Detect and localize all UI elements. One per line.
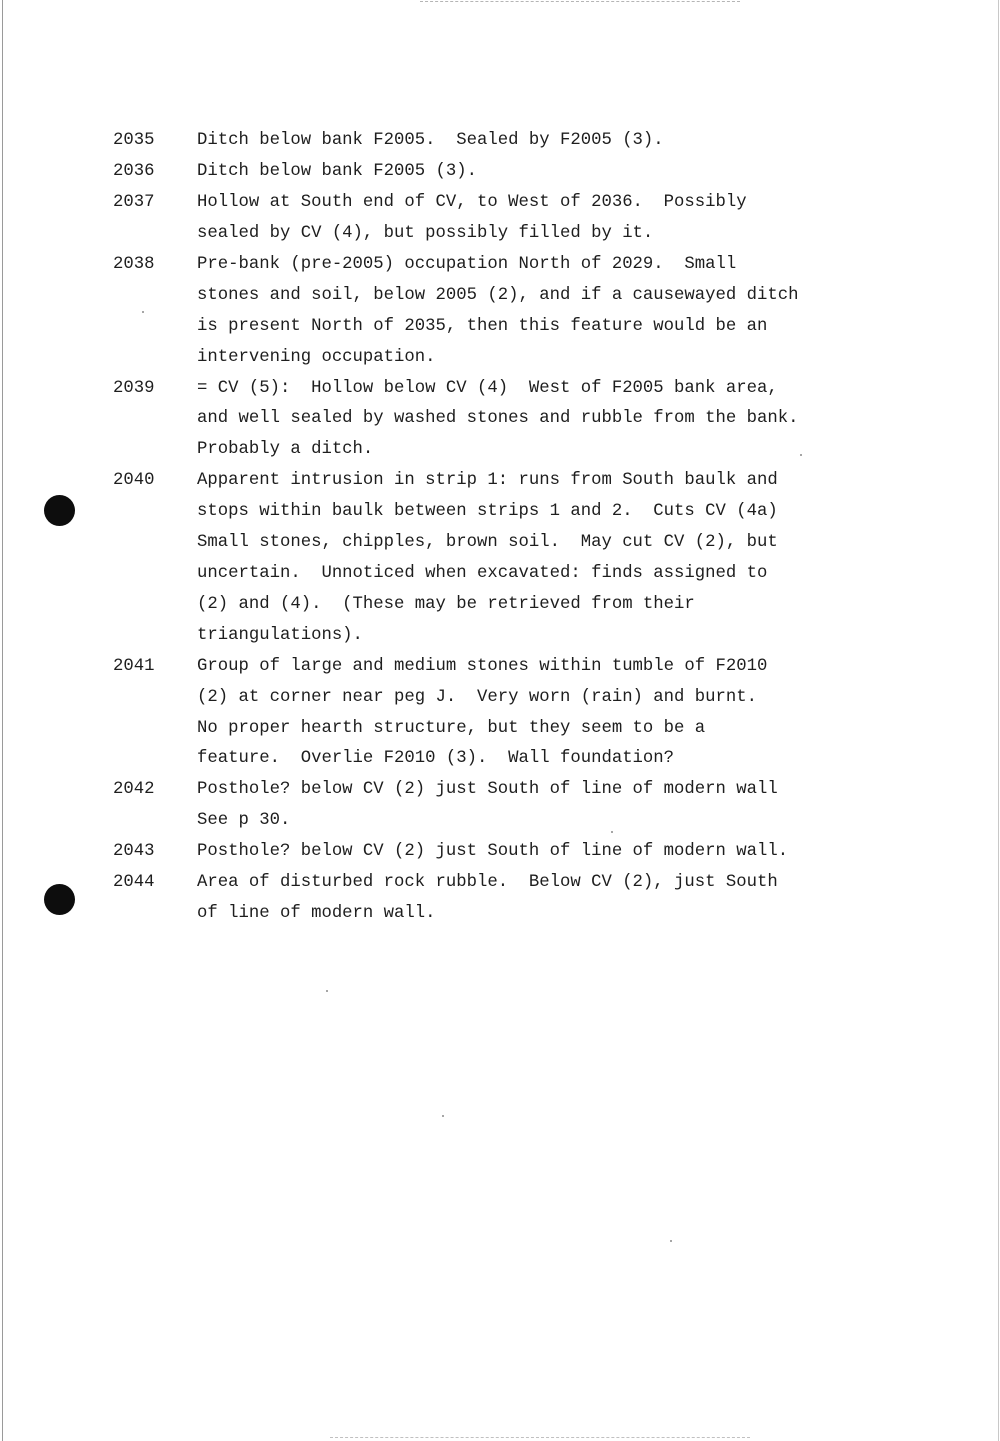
description-line: Small stones, chipples, brown soil. May cut CV (2), but	[197, 533, 778, 553]
description-line: No proper hearth structure, but they seem to be a	[197, 718, 706, 738]
feature-description	[197, 126, 913, 157]
description-line: stops within baulk between strips 1 and 2. Cuts CV (4a)	[197, 502, 778, 522]
feature-entry	[113, 652, 913, 776]
feature-description	[197, 374, 913, 467]
description-line: Posthole? below CV (2) just South of line of modern wall.	[197, 842, 789, 862]
feature-number: 2039	[113, 378, 155, 398]
feature-entry-list	[113, 126, 913, 930]
feature-number: 2042	[113, 780, 155, 800]
description-line: Group of large and medium stones within tumble of F2010	[197, 656, 768, 676]
description-line: (2) at corner near peg J. Very worn (rain) and burnt.	[197, 687, 758, 707]
page-left-edge	[2, 0, 3, 1441]
feature-description	[197, 466, 913, 651]
feature-entry	[113, 466, 913, 651]
feature-entry	[113, 837, 913, 868]
feature-entry	[113, 868, 913, 930]
description-line: Ditch below bank F2005. Sealed by F2005 (3).	[197, 131, 664, 150]
feature-number: 2040	[113, 471, 155, 491]
feature-description	[197, 652, 913, 776]
description-line: of line of modern wall.	[197, 904, 436, 924]
feature-description	[197, 250, 913, 374]
description-line: Hollow at South end of CV, to West of 2036. Possibly	[197, 193, 747, 212]
feature-number: 2043	[113, 842, 155, 862]
description-line: and well sealed by washed stones and rubble from the bank.	[197, 409, 799, 429]
description-line: Probably a ditch.	[197, 440, 374, 460]
feature-entry	[113, 250, 913, 374]
description-line: = CV (5): Hollow below CV (4) West of F2005 bank area,	[197, 378, 778, 398]
feature-description	[197, 868, 913, 930]
description-line: sealed by CV (4), but possibly filled by it.	[197, 223, 654, 243]
feature-number: 2036	[113, 162, 155, 181]
scan-speck	[326, 990, 328, 992]
feature-number: 2038	[113, 254, 155, 274]
description-line: (2) and (4). (These may be retrieved from their	[197, 594, 695, 614]
description-line: stones and soil, below 2005 (2), and if a causewayed ditch	[197, 285, 799, 305]
description-line: See p 30.	[197, 811, 291, 831]
description-line: uncertain. Unnoticed when excavated: finds assigned to	[197, 563, 768, 583]
feature-entry	[113, 126, 913, 157]
feature-description	[197, 188, 913, 250]
feature-entry	[113, 775, 913, 837]
page-top-edge	[420, 1, 740, 3]
feature-entry	[113, 188, 913, 250]
punch-hole	[44, 495, 75, 526]
feature-description	[197, 157, 913, 188]
description-line: Ditch below bank F2005 (3).	[197, 162, 478, 181]
feature-number: 2044	[113, 873, 155, 893]
scan-speck	[670, 1240, 672, 1242]
scan-speck	[442, 1115, 444, 1117]
description-line: Apparent intrusion in strip 1: runs from South baulk and	[197, 471, 778, 491]
page-bottom-edge	[330, 1437, 750, 1439]
page-right-edge	[998, 0, 999, 1441]
description-line: triangulations).	[197, 625, 363, 645]
description-line: Area of disturbed rock rubble. Below CV (2), just South	[197, 873, 778, 893]
description-line: Posthole? below CV (2) just South of line of modern wall	[197, 780, 778, 800]
description-line: Pre-bank (pre-2005) occupation North of 2029. Small	[197, 254, 737, 274]
feature-number: 2041	[113, 656, 155, 676]
punch-hole	[44, 884, 75, 915]
description-line: feature. Overlie F2010 (3). Wall foundation?	[197, 749, 675, 769]
feature-number: 2035	[113, 131, 155, 150]
feature-number: 2037	[113, 193, 155, 212]
description-line: intervening occupation.	[197, 347, 436, 367]
feature-entry	[113, 157, 913, 188]
feature-entry	[113, 374, 913, 467]
description-line: is present North of 2035, then this feature would be an	[197, 316, 768, 336]
feature-description	[197, 837, 913, 868]
feature-description	[197, 775, 913, 837]
